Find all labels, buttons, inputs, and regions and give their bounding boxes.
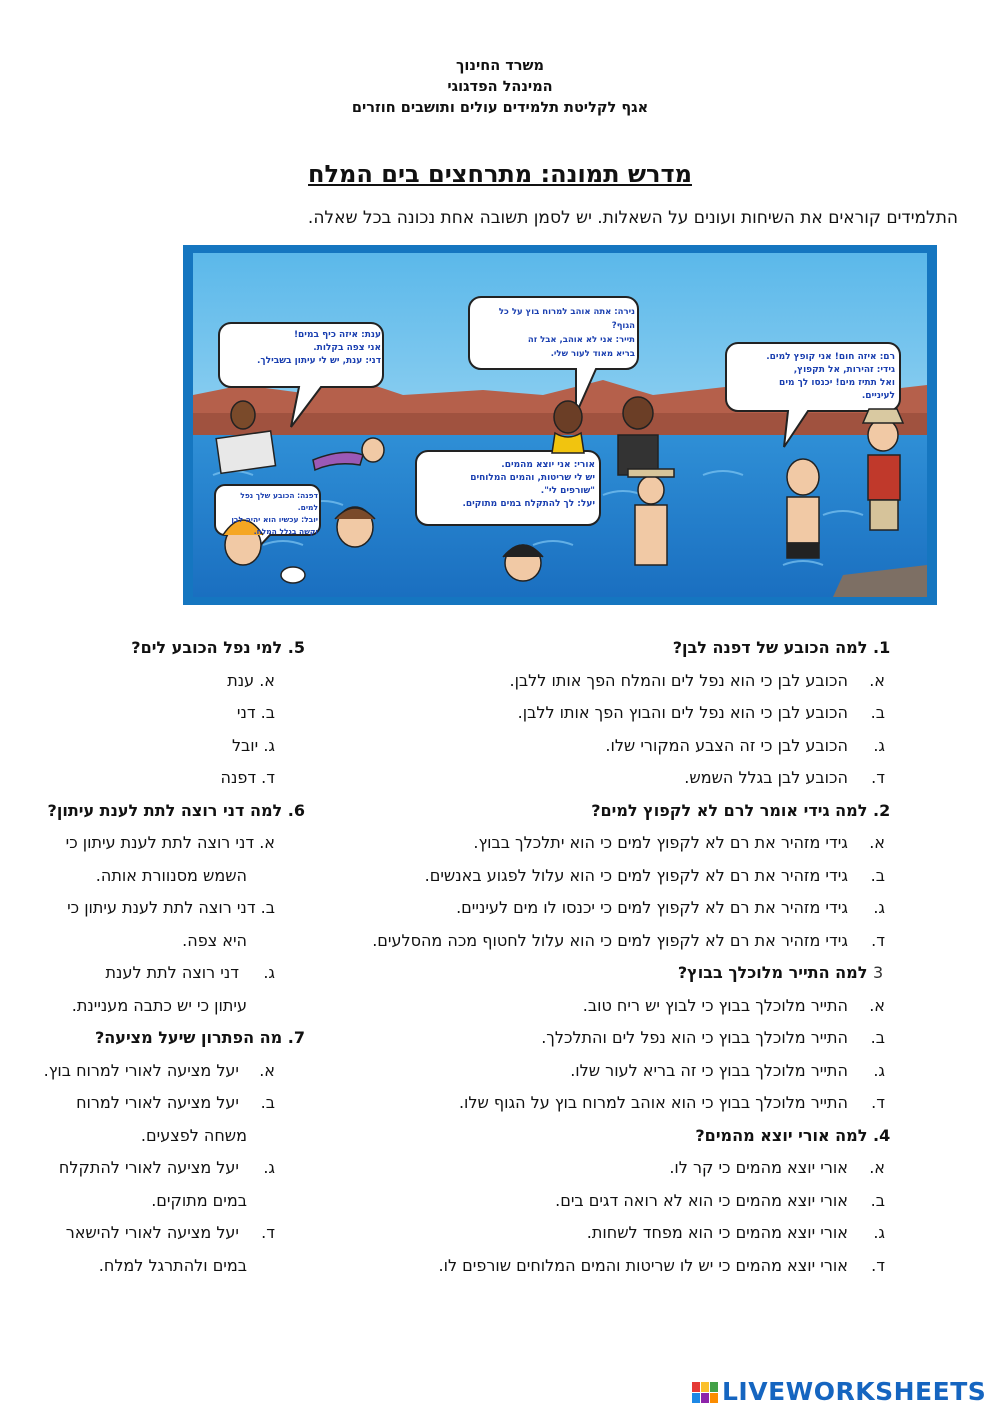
question-number: 5. [287,638,305,657]
option[interactable] [330,697,907,730]
question-4 [330,1120,907,1153]
option[interactable]: ב. דני [236,703,275,722]
ministry-name: משרד החינוך [456,58,544,74]
option[interactable] [330,1087,907,1120]
option[interactable] [330,1055,907,1088]
option[interactable] [330,730,907,763]
question-number: 2. [873,800,891,820]
question-text: למה הכובע של דפנה לבן? [672,638,868,657]
bubble-anat [231,329,381,368]
question-number: 1. [873,638,891,657]
option[interactable] [330,1250,907,1283]
option[interactable]: ב. דני רוצה לתת לענת עיתון כי [67,898,275,917]
option-mark: ג. [873,1060,885,1080]
question-number: 6. [287,800,305,820]
question-number: 3 [873,963,884,982]
option-text: הכובע לבן כי הוא נפל לים והבוץ הפך אותו ללבן. [517,703,848,722]
bubble-line: יש לי שריטות, והמים המלוחים [470,473,595,483]
option-mark: ג. [873,1223,885,1242]
option-text: גידי מזהיר את רם לא לקפוץ למים כי יכנסו לו מים לעיניים. [456,898,848,917]
option-text: יעל מציעה לאורי למרוח [76,1093,239,1112]
option-mark: ג. [873,898,885,917]
option-continuation: השמש מסנוורת אותה. [95,865,247,885]
option-mark: ב. [870,1028,885,1047]
question-7 [10,1022,305,1055]
logo-text: LIVEWORKSHEETS [722,1377,987,1406]
option[interactable] [330,827,907,860]
option-text: יעל מציעה לאורי להישאר [65,1223,239,1242]
option-text: גידי מזהיר את רם לא לקפוץ למים כי הוא יתלכלך בבוץ. [473,833,848,852]
bubble-line: יובל: עכשיו הוא יהיה לבן [231,515,318,524]
option[interactable] [330,1022,907,1055]
bubble-line: תייר: אני לא אוהב, אבל זה [527,335,635,345]
option-mark: ד. [871,930,885,950]
option-text: הכובע לבן כי זה הצבע המקורי שלו. [605,735,848,755]
question-text: למה גידי אומר לרם לא לקפוץ למים? [591,800,868,820]
bubble-line: ואל תתיז מים! יכנסו לך מים [779,378,895,388]
bubble-line: יעל: לך להתקלח במים מתוקים. [462,499,595,509]
logo-cube-icon [692,1382,718,1404]
option[interactable] [10,1152,305,1185]
bubble-line: וקשה בגלל המלח. [253,527,318,536]
question-number: 4. [873,1125,891,1145]
option[interactable] [10,1055,305,1088]
administration-name: המינהל הפדגוגי [447,79,553,95]
bubble-line: ענת: איזה כיף במים! [293,330,381,340]
question-5 [10,632,305,665]
option[interactable] [330,990,907,1023]
department-name: אגף לקליטת תלמידים עולים ותושבים חוזרים [351,100,649,116]
option-mark: ד. [871,1255,885,1275]
option-text: יעל מציעה לאורי למרוח בוץ. [43,1060,239,1080]
dead-sea-illustration [183,245,937,605]
questions-left-column [10,632,305,1282]
question-2 [330,795,907,828]
bubble-line: בריא מאוד לעור שלי. [550,349,635,359]
option[interactable] [10,957,305,990]
option-mark: א. [869,995,885,1015]
question-text: מה הפתרון שיעל מציעה? [95,1028,283,1047]
bubble-nira [475,305,635,361]
option-mark: ב. [870,1190,885,1210]
option-mark: ד. [261,1223,275,1242]
option-mark: ד. [871,768,885,787]
bubble-line: דפנה: הכובע שלך נפל למים. [240,491,318,512]
bubble-dafna [223,490,318,538]
bubble-ram [735,351,895,403]
option-text: דני רוצה לתת לענת [105,963,239,982]
option[interactable] [10,1217,305,1250]
option[interactable] [330,1185,907,1218]
option[interactable] [330,665,907,698]
option-mark: ג. [263,1158,275,1177]
question-3 [330,957,907,990]
question-6 [10,795,305,828]
option-mark: ב. [260,1093,275,1112]
option-text: אורי יוצא מהמים כי יש לו שריטות והמים המלוחים שורפים לו. [438,1255,848,1275]
option-text: התייר מלוכלך בבוץ כי זה בריא לעור שלו. [570,1060,848,1080]
option-continuation: במים מתוקים. [151,1190,247,1210]
option[interactable]: ג. יובל [231,735,275,755]
option-text: התייר מלוכלך בבוץ כי לבוץ יש ריח טוב. [582,995,848,1015]
page-title: מדרש תמונה: מתרחצים בים המלח [308,160,692,188]
option[interactable] [330,892,907,925]
illustration-svg [183,245,937,605]
option-text: אורי יוצא מהמים כי קר לו. [669,1158,848,1177]
option[interactable] [10,1087,305,1120]
bubble-line: לעיניים. [861,391,895,401]
option-continuation: עיתון כי יש כתבה מעניינת. [71,995,247,1015]
questions-right-column [330,632,907,1282]
liveworksheets-logo[interactable] [692,1377,992,1407]
bubble-line: רם: איזה חום! אני קופץ למים. [766,352,895,362]
question-number: 7. [287,1028,305,1047]
option-text: התייר מלוכלך בבוץ כי הוא אוהב למרוח בוץ על הגוף שלו. [458,1093,848,1112]
option-text: התייר מלוכלך בבוץ כי הוא נפל לים והתלכלך. [541,1028,848,1047]
instructions: התלמידים קוראים את השיחות ועונים על השאלות. יש לסמן תשובה אחת נכונה בכל שאלה. [307,208,958,228]
option-continuation: היא צפה. [182,930,247,950]
option-text: גידי מזהיר את רם לא לקפוץ למים כי הוא עלול לפגוע באנשים. [424,865,848,885]
option[interactable]: א. דני רוצה לתת לענת עיתון כי [65,833,275,852]
option[interactable]: ד. דפנה [220,768,275,787]
question-text: למי נפל הכובע לים? [131,638,283,657]
option-text: אורי יוצא מהמים כי הוא לא רואה דגים בים. [555,1190,848,1210]
question-text: למה אורי יוצא מהמים? [695,1125,868,1145]
option[interactable] [330,925,907,958]
option-mark: א. [259,1060,275,1080]
bubble-uri [423,459,595,511]
option-continuation: משחה לפצעים. [140,1125,247,1145]
option[interactable] [330,860,907,893]
option-text: יעל מציעה לאורי להתקלח [58,1158,239,1177]
bubble-line: אני צפה בקלות. [313,343,381,353]
bubble-line: "שורפים לי". [540,486,595,496]
option-mark: א. [869,670,885,690]
option-mark: ג. [873,735,885,755]
option[interactable] [330,762,907,795]
question-1 [330,632,907,665]
option-text: גידי מזהיר את רם לא לקפוץ למים כי הוא עלול לחטוף מכה מהסלעים. [372,930,848,950]
bubble-line: אורי: אני יוצא מהמים. [501,460,595,470]
option-mark: א. [869,833,885,852]
bubble-line: דני: ענת, יש לי עיתון בשבילך. [257,356,381,366]
bubble-line: נירה: אתה אוהב למרוח בוץ על כל הגוף? [498,307,635,331]
option[interactable]: א. ענת [227,670,275,690]
option[interactable] [330,1152,907,1185]
option-mark: ב. [870,703,885,722]
question-text: למה דני רוצה לתת לענת עיתון? [47,800,283,820]
option[interactable] [330,1217,907,1250]
option-mark: ד. [871,1093,885,1112]
option-text: הכובע לבן בגלל השמש. [684,768,848,787]
option-text: הכובע לבן כי הוא נפל לים והמלח הפך אותו ללבן. [509,670,848,690]
option-mark: ב. [870,865,885,885]
option-continuation: במים ולהתרגל למלח. [98,1255,247,1275]
bubble-line: גידי: זהירות, אל תקפוץ, [793,365,895,375]
option-mark: א. [869,1158,885,1177]
question-text: למה התייר מלוכלך בבוץ? [677,963,868,982]
option-mark: ג. [263,963,275,982]
option-text: אורי יוצא מהמים כי הוא מפחד לשחות. [586,1223,848,1242]
